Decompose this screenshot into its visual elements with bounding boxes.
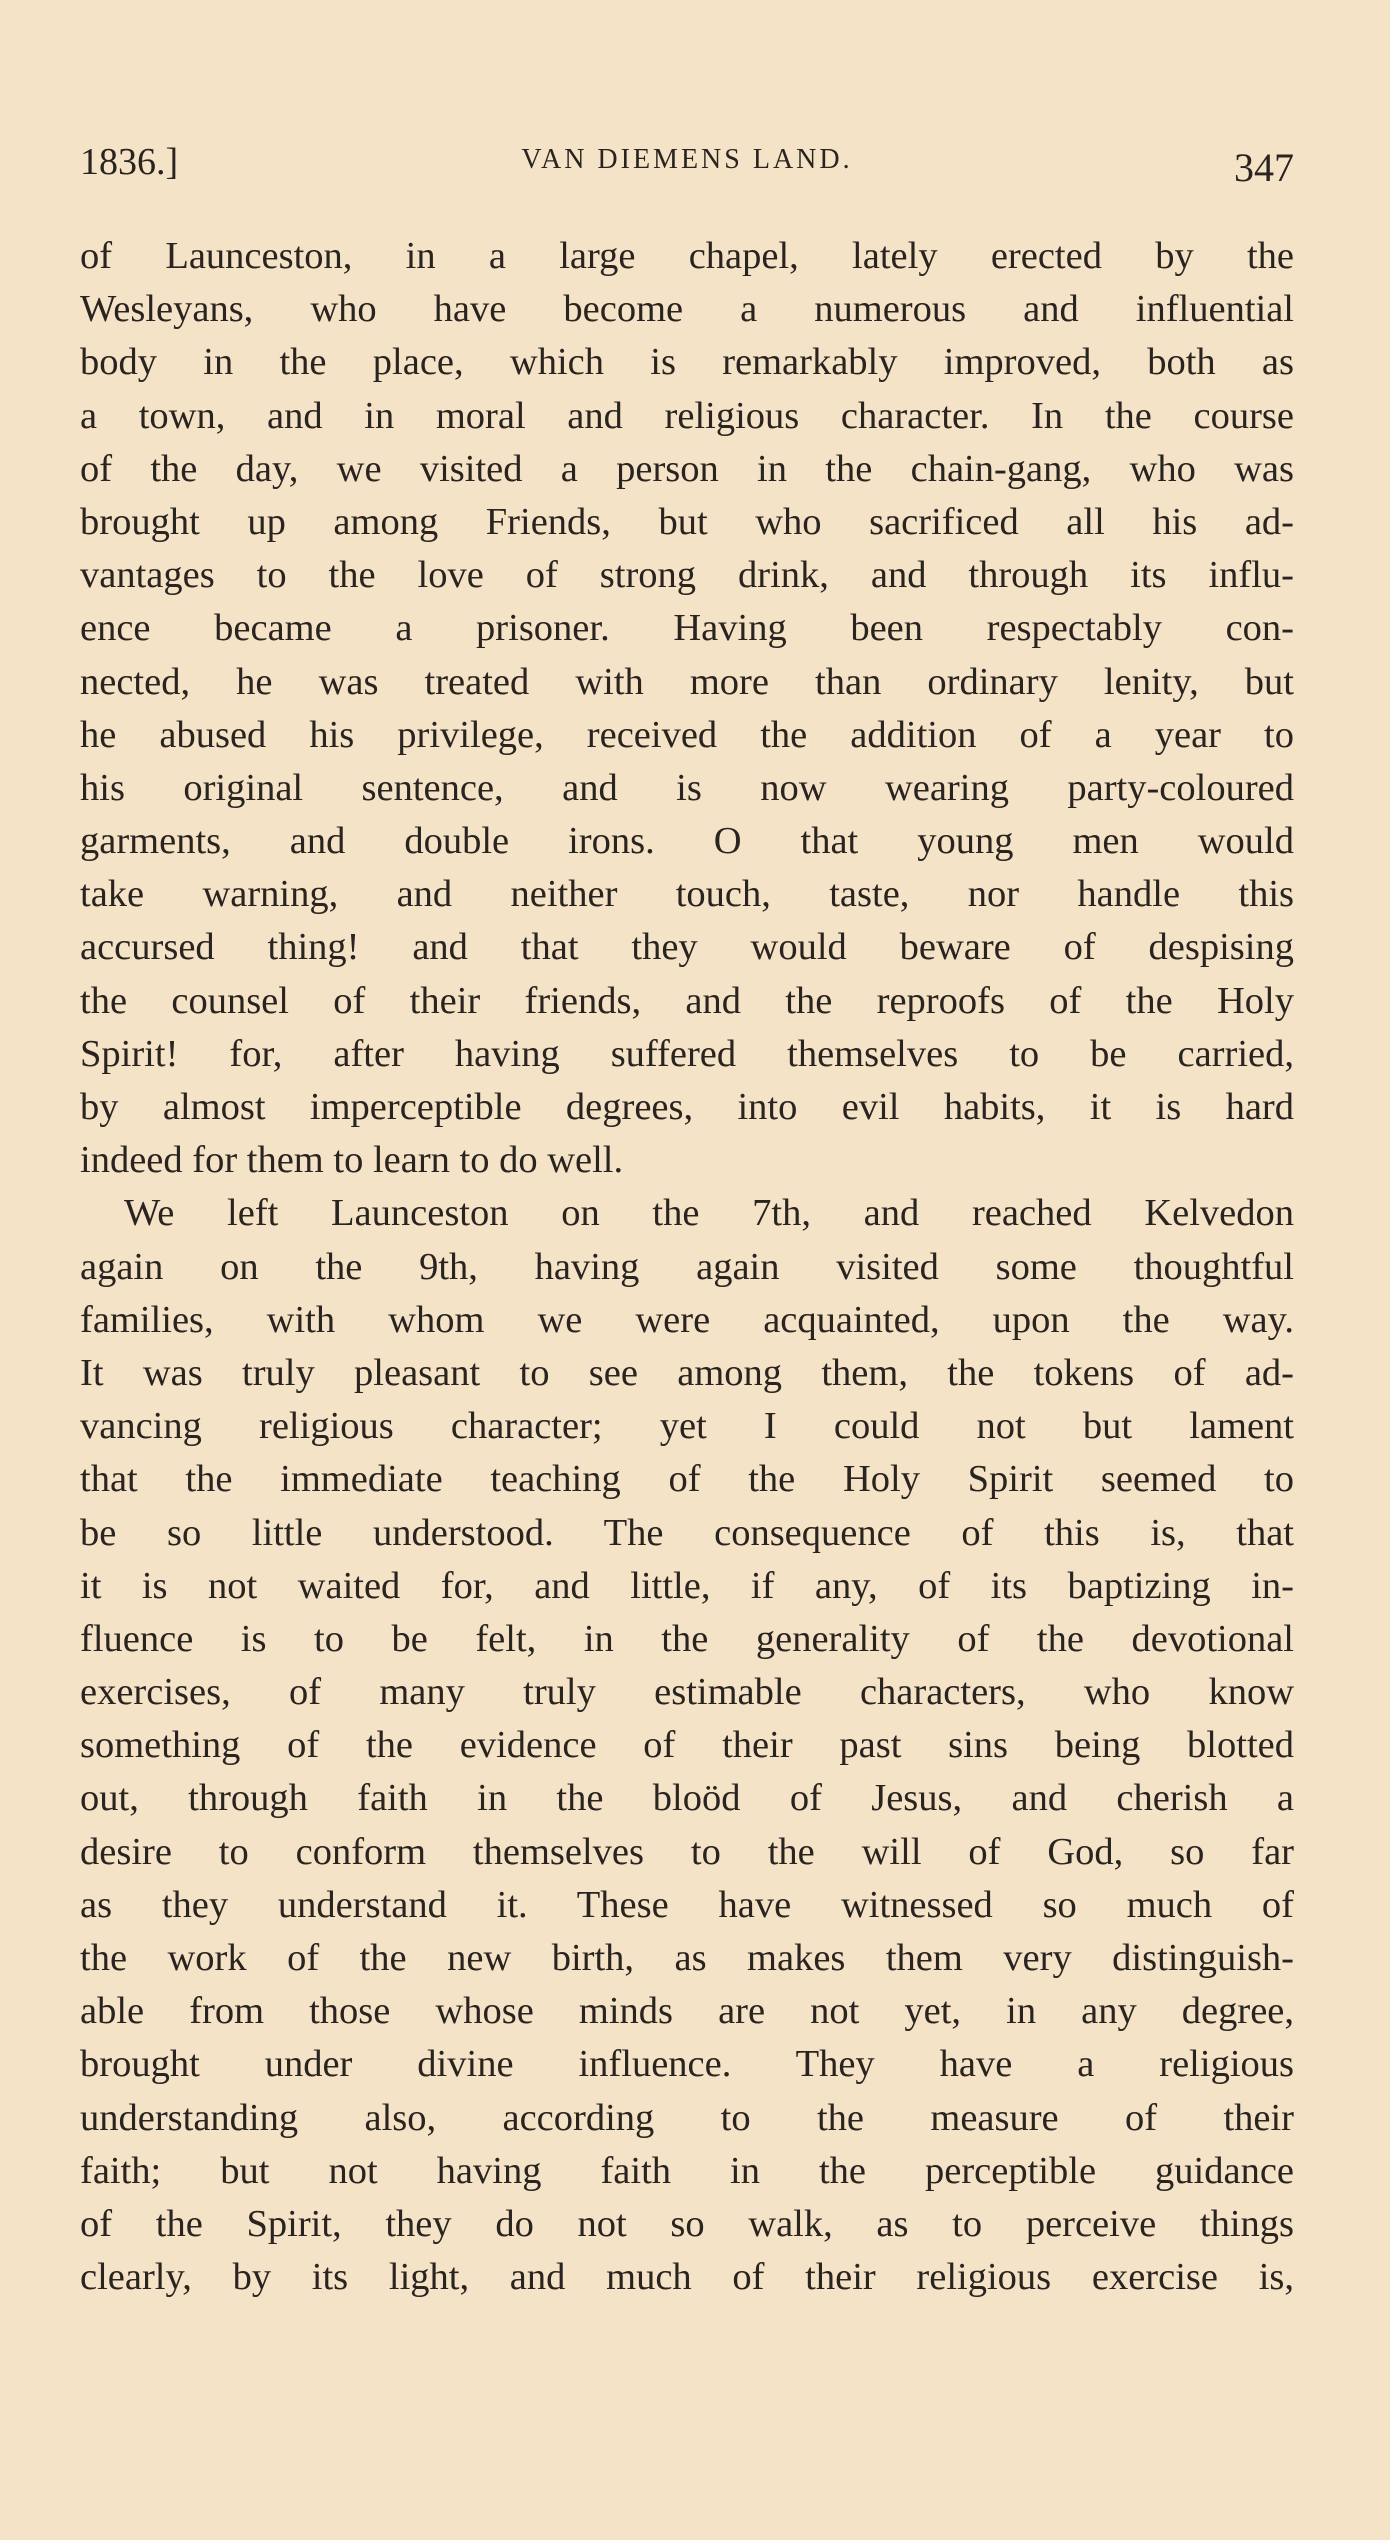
text-line: able from those whose minds are not yet, in any degree, xyxy=(80,1990,1294,2033)
text-line: he abused his privilege, received the addition of a year to xyxy=(80,713,1294,756)
text-line: of the day, we visited a person in the chain-gang, who was xyxy=(80,447,1294,490)
text-line: understanding also, according to the measure of their xyxy=(80,2096,1294,2139)
text-line: Wesleyans, who have become a numerous and influential xyxy=(80,288,1294,331)
paragraph xyxy=(80,230,1294,1187)
text-line: It was truly pleasant to see among them, the tokens of ad- xyxy=(80,1351,1294,1394)
text-line: brought under divine influence. They have a religious xyxy=(80,2043,1294,2086)
text-line: nected, he was treated with more than ordinary lenity, but xyxy=(80,660,1294,703)
text-line: the counsel of their friends, and the reproofs of the Holy xyxy=(80,979,1294,1022)
text-line: vancing religious character; yet I could not but lament xyxy=(80,1405,1294,1448)
running-head-year: 1836.] xyxy=(80,141,179,183)
page-number: 347 xyxy=(1234,145,1294,190)
body-text xyxy=(80,230,1294,2304)
text-line: it is not waited for, and little, if any, of its baptizing in- xyxy=(80,1564,1294,1607)
text-line: garments, and double irons. O that young men would xyxy=(80,820,1294,863)
text-line: families, with whom we were acquainted, upon the way. xyxy=(80,1298,1294,1341)
text-line: of Launceston, in a large chapel, lately erected by the xyxy=(80,235,1294,277)
text-line: the work of the new birth, as makes them very distinguish- xyxy=(80,1937,1294,1979)
text-line: out, through faith in the bloöd of Jesus, and cherish a xyxy=(80,1777,1294,1820)
text-line: ence became a prisoner. Having been respectably con- xyxy=(80,607,1294,650)
text-line: something of the evidence of their past sins being blotted xyxy=(80,1724,1294,1767)
text-line: accursed thing! and that they would beware of despising xyxy=(80,926,1294,969)
text-line: exercises, of many truly estimable characters, who know xyxy=(80,1671,1294,1714)
text-line: be so little understood. The consequence of this is, that xyxy=(80,1511,1294,1554)
text-line: fluence is to be felt, in the generality of the devotional xyxy=(80,1617,1294,1660)
running-head-title: VAN DIEMENS LAND. xyxy=(521,144,853,175)
text-line: faith; but not having faith in the perceptible guidance xyxy=(80,2149,1294,2192)
paragraph xyxy=(80,1187,1294,2304)
text-line: clearly, by its light, and much of their religious exercise is, xyxy=(80,2256,1294,2299)
text-line: indeed for them to learn to do well. xyxy=(80,1139,624,1182)
text-line: take warning, and neither touch, taste, nor handle this xyxy=(80,873,1294,916)
text-line: his original sentence, and is now wearing party-coloured xyxy=(80,766,1294,809)
running-head xyxy=(80,140,1294,200)
text-line: that the immediate teaching of the Holy Spirit seemed to xyxy=(80,1458,1294,1501)
text-line: body in the place, which is remarkably improved, both as xyxy=(80,341,1294,384)
text-line: Spirit! for, after having suffered themselves to be carried, xyxy=(80,1032,1294,1075)
text-line: of the Spirit, they do not so walk, as to perceive things xyxy=(80,2202,1294,2245)
text-line: again on the 9th, having again visited some thoughtful xyxy=(80,1245,1294,1288)
text-line: desire to conform themselves to the will of God, so far xyxy=(80,1830,1294,1873)
text-line: vantages to the love of strong drink, and through its influ- xyxy=(80,554,1294,597)
text-line: a town, and in moral and religious character. In the course xyxy=(80,394,1294,437)
text-line: We left Launceston on the 7th, and reached Kelvedon xyxy=(124,1192,1294,1235)
text-line: as they understand it. These have witnessed so much of xyxy=(80,1883,1294,1926)
text-line: brought up among Friends, but who sacrificed all his ad- xyxy=(80,500,1294,543)
text-line: by almost imperceptible degrees, into evil habits, it is hard xyxy=(80,1086,1294,1128)
